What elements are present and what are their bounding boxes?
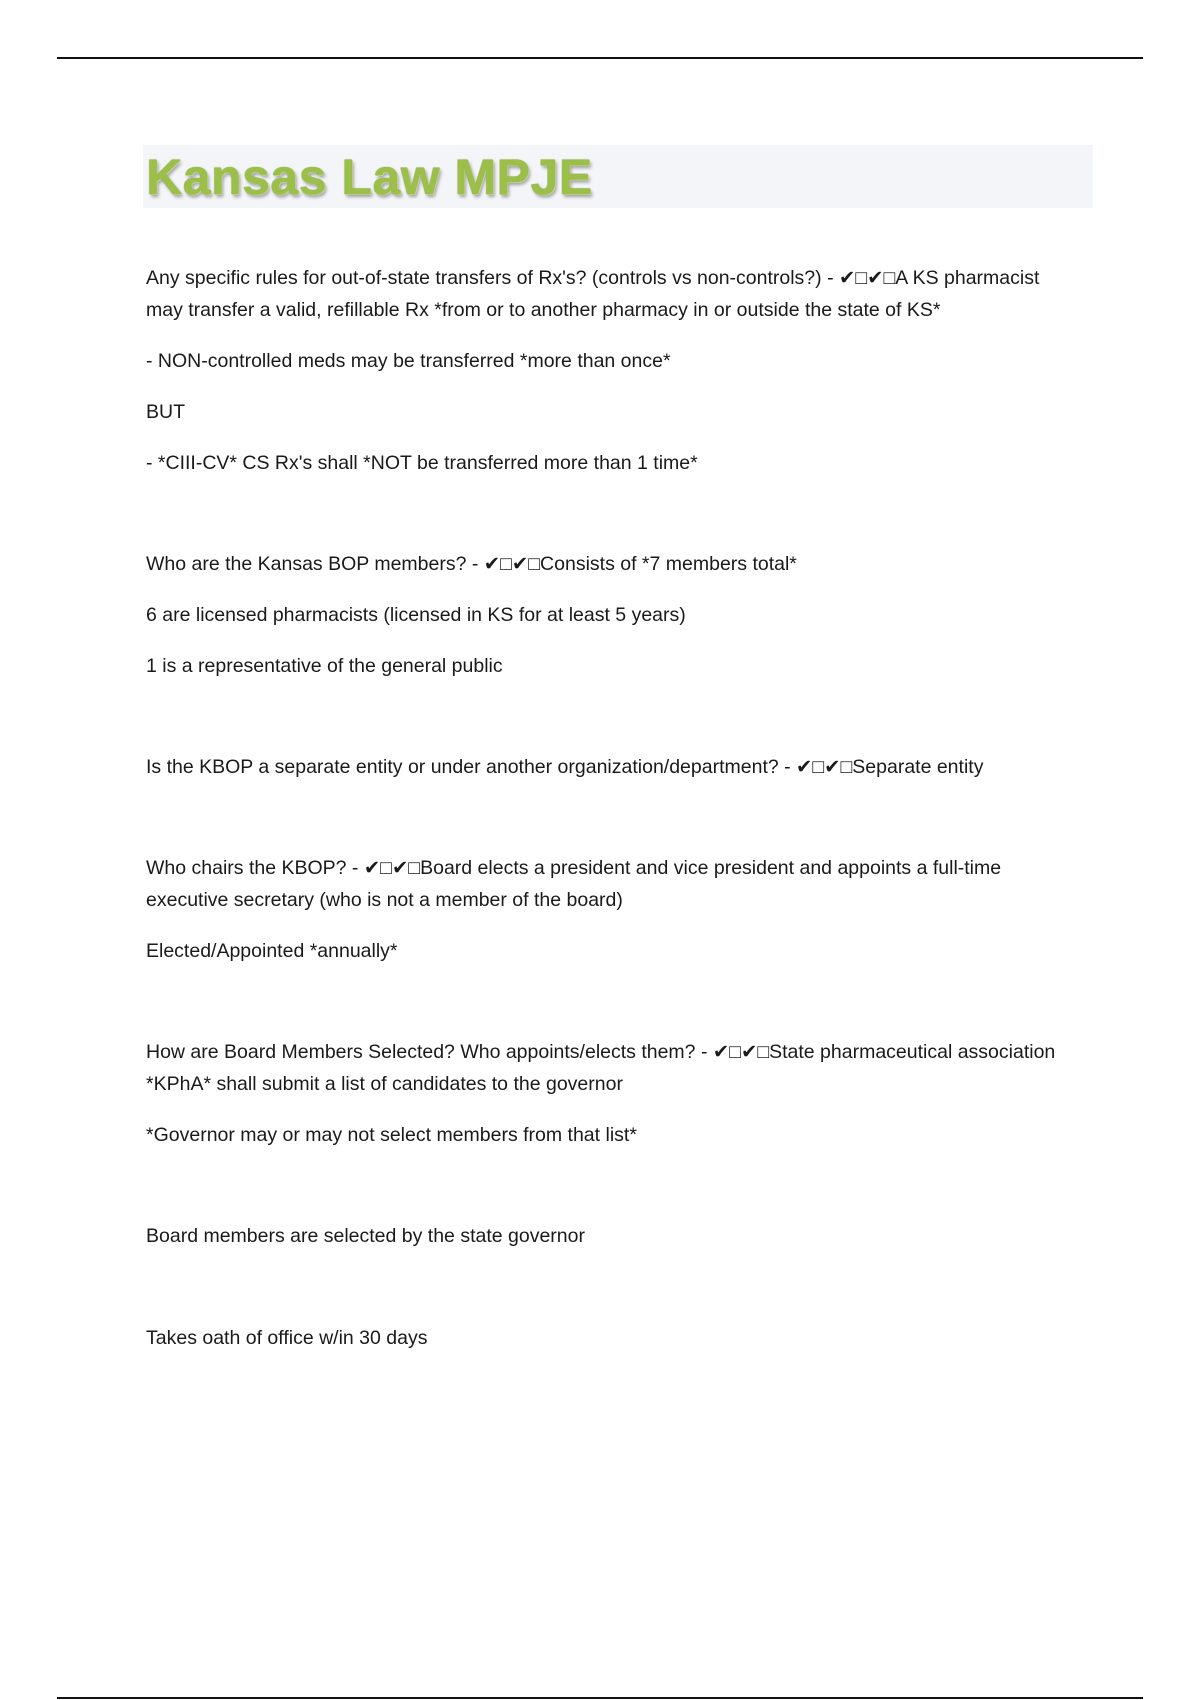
card-5-question-line <box>146 1036 1076 1100</box>
card-1-answer-line-2: - NON-controlled meds may be transferred *more than once* <box>146 350 671 372</box>
card-5-answer-line-1: State pharmaceutical association *KPhA* shall submit a list of candidates to the governor <box>146 1041 1056 1095</box>
card-4-answer-line-1: Board elects a president and vice president and appoints a full-time executive secretary (who is not a member of the board) <box>146 857 1002 911</box>
header-rule <box>57 57 1143 59</box>
card-4-answer-line-2: Elected/Appointed *annually* <box>146 940 398 962</box>
card-1-question: Any specific rules for out-of-state transfers of Rx's? (controls vs non-controls?) <box>146 267 822 289</box>
card-5-separator: - ✔□✔□ <box>695 1041 770 1063</box>
card-5-question: How are Board Members Selected? Who appoints/elects them? <box>146 1041 696 1063</box>
card-1-question-line <box>146 262 1076 326</box>
card-2-separator: - ✔□✔□ <box>466 553 541 575</box>
card-1-separator: - ✔□✔□ <box>821 267 896 289</box>
card-2-question: Who are the Kansas BOP members? <box>146 553 467 575</box>
card-2-answer-line-1: Consists of *7 members total* <box>540 553 797 575</box>
card-5-answer-line-2: *Governor may or may not select members from that list* <box>146 1124 637 1146</box>
card-2-question-line <box>146 548 1076 580</box>
card-1-answer-line-1: A KS pharmacist may transfer a valid, refillable Rx *from or to another pharmacy in or outside the state of KS* <box>146 267 1040 321</box>
footer-rule <box>57 1697 1143 1699</box>
card-3-question-line <box>146 751 1076 783</box>
card-5-answer-line-3: Board members are selected by the state governor <box>146 1225 585 1247</box>
card-2-answer-line-2: 6 are licensed pharmacists (licensed in KS for at least 5 years) <box>146 604 686 626</box>
page-title: Kansas Law MPJE <box>146 149 593 205</box>
card-4-question-line <box>146 852 1076 916</box>
card-2-answer-line-3: 1 is a representative of the general public <box>146 655 503 677</box>
card-4-separator: - ✔□✔□ <box>346 857 421 879</box>
card-3-question: Is the KBOP a separate entity or under another organization/department? <box>146 756 779 778</box>
card-1-answer-line-4: - *CIII-CV* CS Rx's shall *NOT be transferred more than 1 time* <box>146 452 698 474</box>
card-1-answer-line-3: BUT <box>146 401 185 423</box>
card-3-separator: - ✔□✔□ <box>778 756 853 778</box>
card-3-answer-line-1: Separate entity <box>852 756 984 778</box>
card-5-answer-line-4: Takes oath of office w/in 30 days <box>146 1327 428 1349</box>
document-body <box>146 262 1076 1373</box>
card-4-question: Who chairs the KBOP? <box>146 857 347 879</box>
